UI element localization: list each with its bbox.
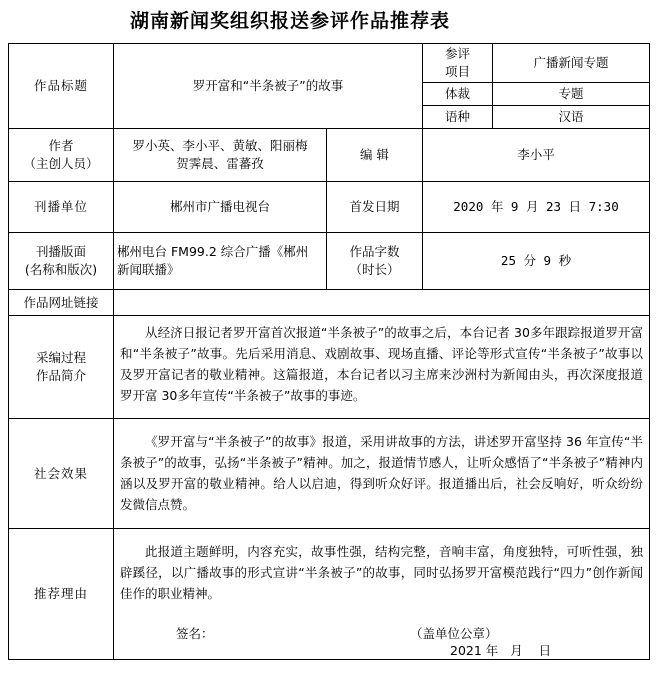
url-value: [113, 289, 650, 316]
edition-label: 刊播版面 (名称和版次): [8, 232, 114, 290]
seal-label: （盖单位公章）: [410, 626, 498, 641]
reason-label: 推荐理由: [8, 528, 114, 660]
effect-label: 社会效果: [8, 418, 114, 529]
process-label: 采编过程 作品简介: [8, 315, 114, 419]
editor-value: 李小平: [422, 128, 650, 182]
language-label: 语种: [422, 105, 493, 129]
work-title-value: 罗开富和“半条被子”的故事: [113, 43, 423, 129]
sign-date: 2021 年 月 日: [450, 643, 552, 658]
publisher-value: 郴州市广播电视台: [113, 181, 327, 233]
effect-text: 《罗开富与“半条被子”的故事》报道，采用讲故事的方法，讲述罗开富坚持 36 年宣传“半条被子”的故事，弘扬“半条被子”精神。加之，报道情节感人，让听众感悟了“半条被子”精神内涵以及罗开富的敬业精神。给人以启迪，得到听众好评。报道播出后，社会反响好，听众纷纷发微信点赞。: [113, 418, 650, 529]
reason-box: [113, 528, 650, 660]
work-title-label: 作品标题: [8, 43, 114, 129]
author-label: 作者 （主创人员）: [8, 128, 114, 182]
first-date-label: 首发日期: [326, 181, 423, 233]
url-label: 作品网址链接: [8, 289, 114, 316]
edition-value: 郴州电台 FM99.2 综合广播《郴州 新闻联播》: [113, 232, 327, 290]
length-label: 作品字数 （时长）: [326, 232, 423, 290]
author-value: 罗小英、李小平、黄敏、阳丽梅 贺霁晨、雷蕃孜: [113, 128, 327, 182]
reason-text: 此报道主题鲜明，内容充实，故事性强，结构完整，音响丰富，角度独特，可听性强，独辟蹊径，以广播故事的形式宣讲“半条被子”的故事，同时弘扬罗开富模范践行“四力”创作新闻佳作的职业精神。: [120, 544, 643, 601]
first-date-value: 2020 年 9 月 23 日 7:30: [422, 181, 650, 233]
genre-value: 专题: [492, 82, 650, 106]
category-label: 参评 项目: [422, 43, 493, 83]
signature-label: 签名：: [176, 626, 214, 641]
category-value: 广播新闻专题: [492, 43, 650, 83]
page-title: 湖南新闻奖组织报送参评作品推荐表: [129, 10, 450, 32]
process-text: 从经济日报记者罗开富首次报道“半条被子”的故事之后，本台记者 30多年跟踪报道罗开富和“半条被子”故事。先后采用消息、戏剧故事、现场直播、评论等形式宣传“半条被子”故事以及罗开富记者的敬业精神。这篇报道，本台记者以习主席来沙洲村为新闻由头，再次深度报道罗开富 30多年宣传“半条被子”故事的事迹。: [113, 315, 650, 419]
language-value: 汉语: [492, 105, 650, 129]
editor-label: 编 辑: [326, 128, 423, 182]
length-value: 25 分 9 秒: [422, 232, 650, 290]
publisher-label: 刊播单位: [8, 181, 114, 233]
genre-label: 体裁: [422, 82, 493, 106]
